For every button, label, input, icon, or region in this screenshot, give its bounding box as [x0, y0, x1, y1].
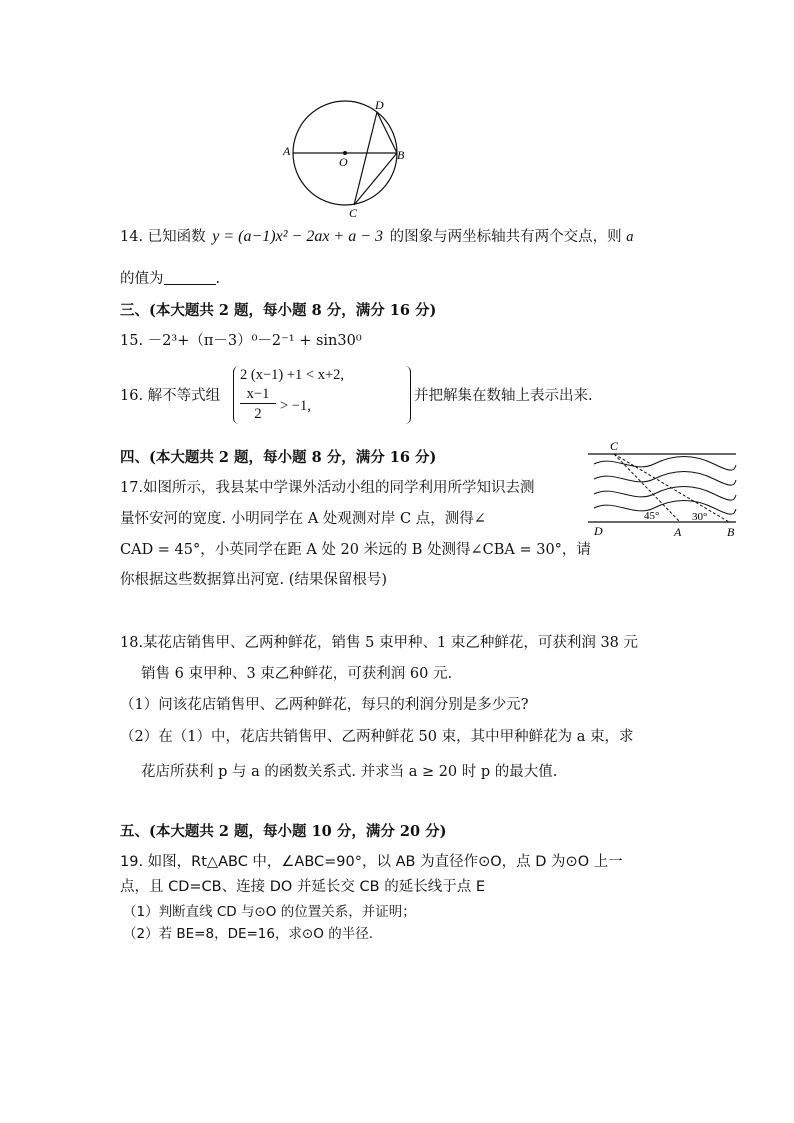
q18-line-5: 花店所获利 p 与 a 的函数关系式. 并求当 a ≥ 20 时 p 的最大值.	[141, 764, 558, 780]
system-brace-left	[233, 366, 240, 424]
label-o: O	[339, 155, 348, 169]
q17-line-1: 17.如图所示，我县某中学课外活动小组的同学利用所学知识去测	[120, 480, 535, 496]
question-15: 15. －2³+（π－3）⁰－2⁻¹ + sin30⁰	[120, 333, 362, 349]
inequality-2-rest: > −1,	[280, 398, 311, 414]
label-d: D	[375, 98, 384, 112]
label-d: D	[594, 524, 603, 538]
question-14-line2: 的值为 .	[120, 271, 221, 287]
inequality-1: 2 (x−1) +1 < x+2,	[240, 367, 344, 383]
q18-line-1: 18.某花店销售甲、乙两种鲜花，销售 5 束甲种、1 束乙种鲜花，可获利润 38 元	[120, 635, 639, 651]
label-b: B	[397, 148, 405, 162]
q14-formula: y = (a−1)x² − 2ax + a − 3	[212, 228, 384, 245]
q17-line-2: 量怀安河的宽度. 小明同学在 A 处观测对岸 C 点，测得∠	[120, 511, 486, 527]
q19-line-2: 点，且 CD=CB、连接 DO 并延长交 CB 的延长线于点 E	[120, 879, 485, 895]
q18-line-2: 销售 6 束甲种、3 束乙种鲜花，可获利润 60 元.	[141, 666, 453, 682]
label-c: C	[349, 206, 358, 220]
q18-line-3: （1）问该花店销售甲、乙两种鲜花，每只的利润分别是多少元?	[120, 697, 529, 713]
system-brace-right	[404, 366, 411, 424]
q17-line-3: CAD = 45°，小英同学在距 A 处 20 米远的 B 处测得∠CBA = 30°，请	[120, 542, 591, 558]
sight-line-cb	[614, 454, 729, 522]
angle-30: 30°	[692, 511, 708, 523]
circle-figure	[280, 96, 410, 220]
label-c: C	[610, 439, 619, 453]
q17-line-4: 你根据这些数据算出河宽. (结果保留根号)	[120, 572, 388, 588]
label-b: B	[727, 525, 735, 539]
wave-3	[594, 487, 736, 501]
answer-blank	[164, 270, 216, 285]
wave-1	[594, 457, 736, 471]
q19-line-3: （1）判断直线 CD 与⊙O 的位置关系，并证明；	[123, 904, 416, 920]
river-figure	[586, 437, 746, 541]
wave-4	[594, 501, 736, 515]
label-a: A	[674, 525, 682, 539]
q19-line-1: 19. 如图，Rt△ABC 中，∠ABC=90°，以 AB 为直径作⊙O，点 D 为⊙O 上一	[120, 854, 623, 870]
wave-2	[594, 472, 736, 486]
angle-45: 45°	[644, 510, 660, 522]
chord-db	[377, 112, 397, 153]
question-14: 14. 已知函数 y = (a−1)x² − 2ax + a − 3 的图象与两坐标轴共有两个交点，则 a	[120, 228, 634, 245]
section-5-heading: 五、(本大题共 2 题，每小题 10 分，满分 20 分)	[120, 823, 447, 840]
label-a: A	[283, 144, 291, 158]
question-16-prefix: 16. 解不等式组	[120, 388, 221, 404]
question-16-suffix: 并把解集在数轴上表示出来.	[414, 388, 593, 404]
section-4-heading: 四、(本大题共 2 题，每小题 8 分，满分 16 分)	[120, 449, 437, 466]
section-3-heading: 三、(本大题共 2 题，每小题 8 分，满分 16 分)	[120, 302, 437, 319]
q18-line-4: （2）在（1）中，花店共销售甲、乙两种鲜花 50 束，其中甲种鲜花为 a 束，求	[120, 729, 634, 745]
inequality-2-fraction: x−1 2	[240, 385, 276, 424]
q19-line-4: （2）若 BE=8，DE=16，求⊙O 的半径.	[123, 926, 374, 942]
